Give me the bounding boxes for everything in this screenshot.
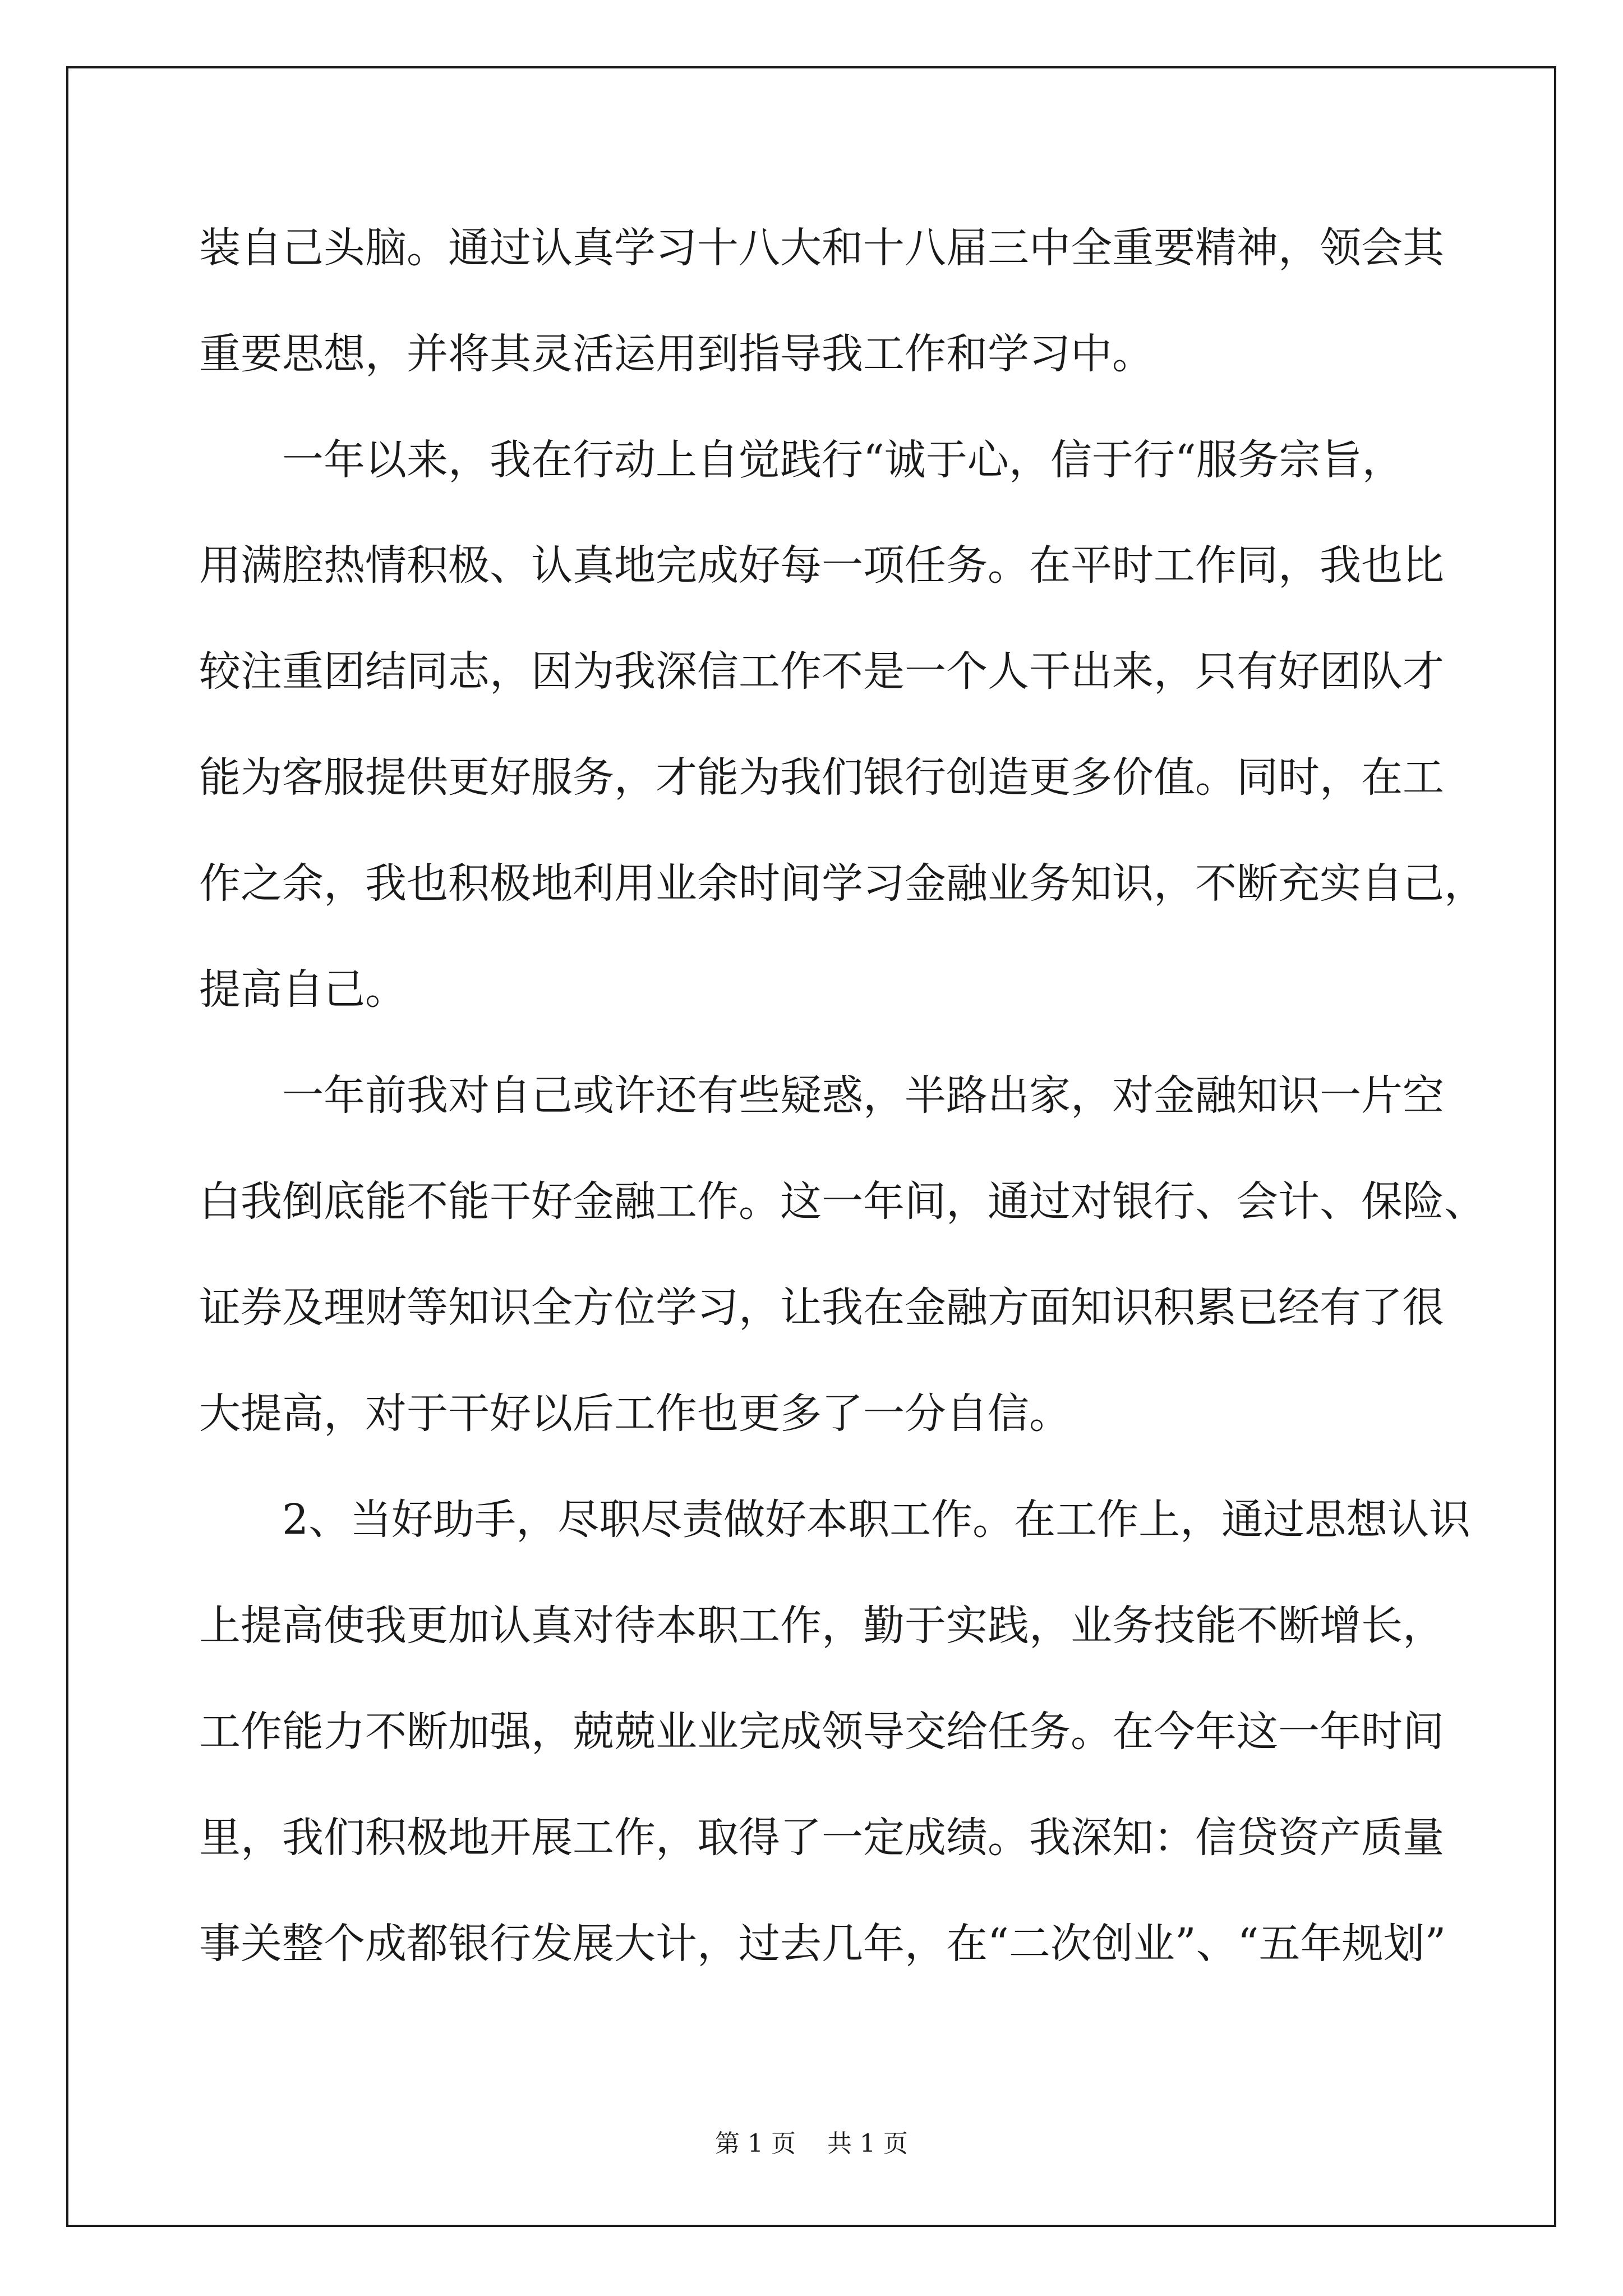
text-line: 里，我们积极地开展工作，取得了一定成绩。我深知：信贷资产质量 xyxy=(199,1814,1444,1862)
text-line: 2、当好助手，尽职尽责做好本职工作。在工作上，通过思想认识 xyxy=(199,1496,1471,1544)
page-border xyxy=(66,66,1556,2227)
text-line: 大提高，对于干好以后工作也更多了一分自信。 xyxy=(199,1389,1071,1438)
page-number-footer: 第 1 页 共 1 页 xyxy=(715,2129,908,2158)
text-line: 事关整个成都银行发展大计，过去几年，在“二次创业”、“五年规划” xyxy=(199,1920,1446,1968)
text-line: 能为客服提供更好服务，才能为我们银行创造更多价值。同时，在工 xyxy=(199,753,1444,802)
text-line: 重要思想，并将其灵活运用到指导我工作和学习中。 xyxy=(199,330,1154,378)
text-line: 用满腔热情积极、认真地完成好每一项任务。在平时工作同，我也比 xyxy=(199,541,1444,590)
text-line: 工作能力不断加强，兢兢业业完成领导交给任务。在今年这一年时间 xyxy=(199,1708,1444,1756)
text-line: 装自己头脑。通过认真学习十八大和十八届三中全重要精神，领会其 xyxy=(199,224,1444,272)
text-line: 一年以来，我在行动上自觉践行“诚于心，信于行“服务宗旨， xyxy=(199,436,1404,484)
text-line: 一年前我对自己或许还有些疑惑，半路出家，对金融知识一片空 xyxy=(199,1071,1444,1120)
text-line: 较注重团结同志，因为我深信工作不是一个人干出来，只有好团队才 xyxy=(199,647,1444,696)
text-line: 作之余，我也积极地利用业余时间学习金融业务知识，不断充实自己， xyxy=(199,859,1486,908)
text-line: 提高自己。 xyxy=(199,965,407,1014)
text-line: 上提高使我更加认真对待本职工作，勤于实践，业务技能不断增长， xyxy=(199,1602,1444,1650)
text-line: 白我倒底能不能干好金融工作。这一年间，通过对银行、会计、保险、 xyxy=(199,1177,1486,1226)
text-line: 证券及理财等知识全方位学习，让我在金融方面知识积累已经有了很 xyxy=(199,1283,1444,1332)
